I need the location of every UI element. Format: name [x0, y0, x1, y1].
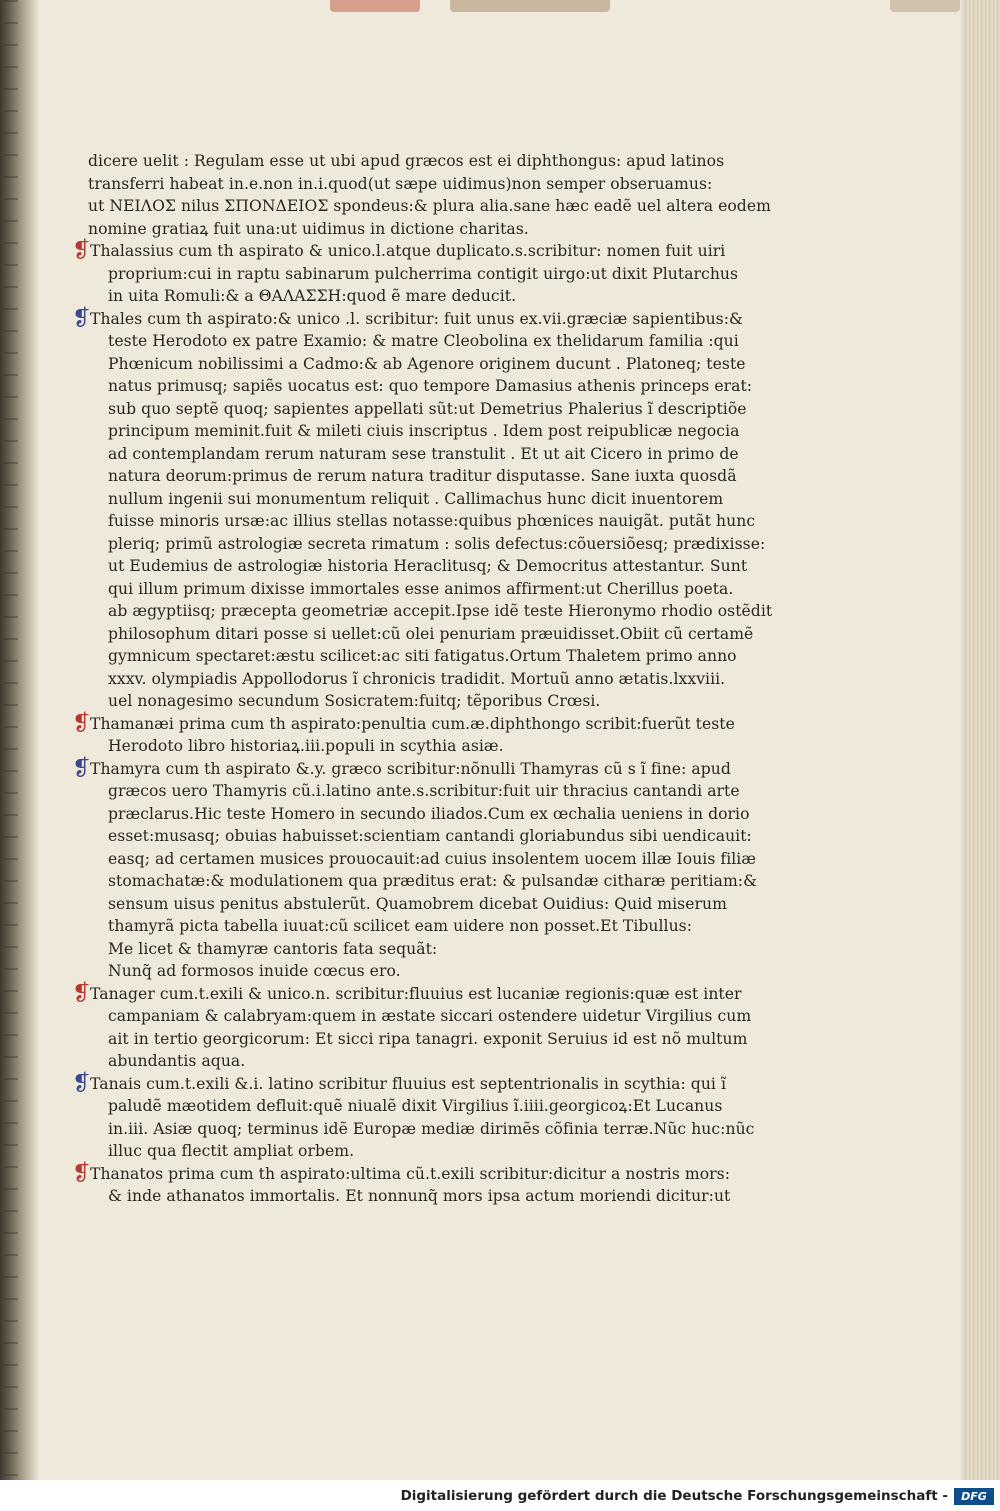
dfg-logo: DFG	[954, 1488, 994, 1505]
text-line: Nunq̃ ad formosos inuide cœcus ero.	[108, 962, 401, 980]
digitization-footer	[0, 1480, 1000, 1511]
text-entry	[72, 1070, 755, 1163]
text-line: Tanager cum.t.exili & unico.n. scribitur:fluuius est lucaniæ regionis:quæ est inter	[90, 984, 742, 1003]
text-line: transferri habeat in.e.non in.i.quod(ut sæpe uidimus)non semper obseruamus:	[88, 174, 713, 193]
text-line: nomine gratiaꝝ fuit una:ut uidimus in dictione charitas.	[88, 219, 529, 238]
text-entry	[72, 980, 752, 1073]
text-line: easq; ad certamen musices prouocauit:ad cuius insolentem uocem illæ Iouis filiæ	[108, 849, 757, 868]
text-line: natus primusq; sapiẽs uocatus est: quo tempore Damasius athenis princeps erat:	[108, 377, 753, 395]
text-line: ab ægyptiisq; præcepta geometriæ accepit.Ipse idẽ teste Hieronymo rhodio ostẽdit	[108, 602, 773, 620]
text-line: Thamyra cum th aspirato &.y. græco scribitur:nõnulli Thamyras cũ s ĩ fine: apud	[90, 759, 731, 778]
page-tab-tan	[450, 0, 610, 12]
text-line: præclarus.Hic teste Homero in secundo iliados.Cum ex œchalia ueniens in dorio	[108, 804, 750, 823]
text-entry	[72, 755, 758, 983]
text-line: Thalassius cum th aspirato & unico.l.atque duplicato.s.scribitur: nomen fuit uiri	[90, 242, 726, 260]
text-line: fuisse minoris ursæ:ac illius stellas notasse:quibus phœnices nauigãt. putãt hunc	[108, 512, 756, 530]
facing-page-bleed	[4, 0, 18, 1480]
text-line: qui illum primum dixisse immortales esse animos affirment:ut Cherillus poeta.	[108, 579, 734, 598]
text-entry	[72, 238, 739, 308]
page-tab-light	[890, 0, 960, 12]
text-line: Tanais cum.t.exili &.i. latino scribitur fluuius est septentrionalis in scythia: qui ĩ	[90, 1074, 726, 1093]
text-line: nullum ingenii sui monumentum reliquit . Callimachus hunc dicit inuentorem	[108, 489, 724, 508]
text-line: & inde athanatos immortalis. Et nonnunq̃ mors ipsa actum moriendi dicitur:ut	[108, 1187, 731, 1205]
text-line: illuc qua flectit ampliat orbem.	[108, 1142, 355, 1160]
text-line: principum meminit.fuit & mileti ciuis inscriptus . Idem post reipublicæ negocia	[108, 422, 740, 440]
paragraph-mark-icon: ❡	[72, 980, 91, 1006]
paragraph-mark-icon: ❡	[72, 305, 91, 331]
paragraph-mark-icon: ❡	[72, 1160, 91, 1186]
text-line: paludẽ mæotidem defluit:quẽ niualẽ dixit Virgilius ĩ.iiii.georgicoꝝ:Et Lucanus	[108, 1097, 723, 1115]
text-line: abundantis aqua.	[108, 1052, 246, 1070]
paragraph-mark-icon: ❡	[72, 710, 91, 736]
footer-credit: Digitalisierung gefördert durch die Deutsche Forschungsgemeinschaft -	[400, 1488, 948, 1504]
text-line: Me licet & thamyræ cantoris fata sequãt:	[108, 939, 438, 958]
text-line: stomachatæ:& modulationem qua præditus erat: & pulsandæ citharæ peritiam:&	[108, 872, 758, 890]
page-tab-red	[330, 0, 420, 12]
text-line: xxxv. olympiadis Appollodorus ĩ chronicis tradidit. Mortuũ anno ætatis.lxxviii.	[108, 669, 726, 688]
text-line: natura deorum:primus de rerum natura traditur disputasse. Sane iuxta quosdã	[108, 467, 737, 485]
text-line: græcos uero Thamyris cũ.i.latino ante.s.scribitur:fuit uir thracius cantandi arte	[108, 782, 740, 800]
incunable-text-block	[72, 150, 773, 1208]
text-line: Thanatos prima cum th aspirato:ultima cũ.t.exili scribitur:dicitur a nostris mors:	[90, 1164, 731, 1183]
text-line: dicere uelit : Regulam esse ut ubi apud græcos est ei diphthongus: apud latinos	[88, 152, 725, 170]
text-line: in uita Romuli:& a ΘΑΛΑΣΣΗ:quod ẽ mare deducit.	[108, 287, 517, 305]
text-line: ait in tertio georgicorum: Et sicci ripa tanagri. exponit Seruius id est nõ multum	[108, 1029, 748, 1048]
paragraph-mark-icon: ❡	[72, 755, 91, 781]
text-line: ut Eudemius de astrologiæ historia Heraclitusq; & Democritus attestantur. Sunt	[108, 557, 748, 575]
text-line: gymnicum spectaret:æstu scilicet:ac siti fatigatus.Ortum Thaletem primo anno	[108, 647, 737, 665]
page-tabs	[330, 0, 970, 14]
text-line: proprium:cui in raptu sabinarum pulcherrima contigit uirgo:ut dixit Plutarchus	[108, 264, 739, 283]
text-entry	[72, 710, 735, 758]
text-line: esset:musasq; obuias habuisset:scientiam cantandi gloriabundus sibi uendicauit:	[108, 827, 752, 845]
text-line: Thamanæi prima cum th aspirato:penultia cum.æ.diphthongo scribit:fuerũt teste	[90, 714, 735, 733]
text-line: pleriq; primũ astrologiæ secreta rimatum : solis defectus:cõuersiõesq; prædixisse:	[108, 534, 766, 553]
text-line: sensum uisus penitus abstulerũt. Quamobrem dicebat Ouidius: Quid miserum	[108, 894, 727, 913]
text-line: ut ΝΕΙΛΟΣ nilus ΣΠΟΝΔΕΙΟΣ spondeus:& plura alia.sane hæc eadẽ uel altera eodem	[88, 197, 771, 215]
text-line: thamyrã picta tabella iuuat:cũ scilicet eam uidere non posset.Et Tibullus:	[108, 917, 693, 935]
page-edges	[966, 0, 1000, 1480]
text-line: campaniam & calabryam:quem in æstate siccari ostendere uidetur Virgilius cum	[108, 1007, 752, 1025]
text-entry	[88, 150, 771, 240]
text-line: in.iii. Asiæ quoq; terminus idẽ Europæ mediæ dirimẽs cõfinia terræ.Nũc huc:nũc	[108, 1119, 755, 1138]
paragraph-mark-icon: ❡	[72, 1070, 91, 1096]
text-line: Herodoto libro historiaꝝ.iii.populi in scythia asiæ.	[108, 737, 504, 755]
text-entry	[72, 1160, 731, 1208]
text-line: ad contemplandam rerum naturam sese transtulit . Et ut ait Cicero in primo de	[108, 444, 739, 463]
text-line: teste Herodoto ex patre Examio: & matre Cleobolina ex thelidarum familia :qui	[108, 332, 739, 350]
text-line: Thales cum th aspirato:& unico .l. scribitur: fuit unus ex.vii.græciæ sapientibus:&	[90, 309, 743, 328]
text-line: sub quo septẽ quoq; sapientes appellati sũt:ut Demetrius Phalerius ĩ descriptiõe	[108, 399, 747, 418]
text-entry	[72, 305, 773, 713]
text-line: philosophum ditari posse si uellet:cũ olei penuriam præuidisset.Obiit cũ certamẽ	[108, 624, 754, 643]
paragraph-mark-icon: ❡	[72, 238, 91, 263]
text-line: uel nonagesimo secundum Sosicratem:fuitq; tẽporibus Crœsi.	[108, 692, 601, 710]
text-line: Phœnicum nobilissimi a Cadmo:& ab Agenore originem ducunt . Platoneq; teste	[108, 354, 746, 373]
